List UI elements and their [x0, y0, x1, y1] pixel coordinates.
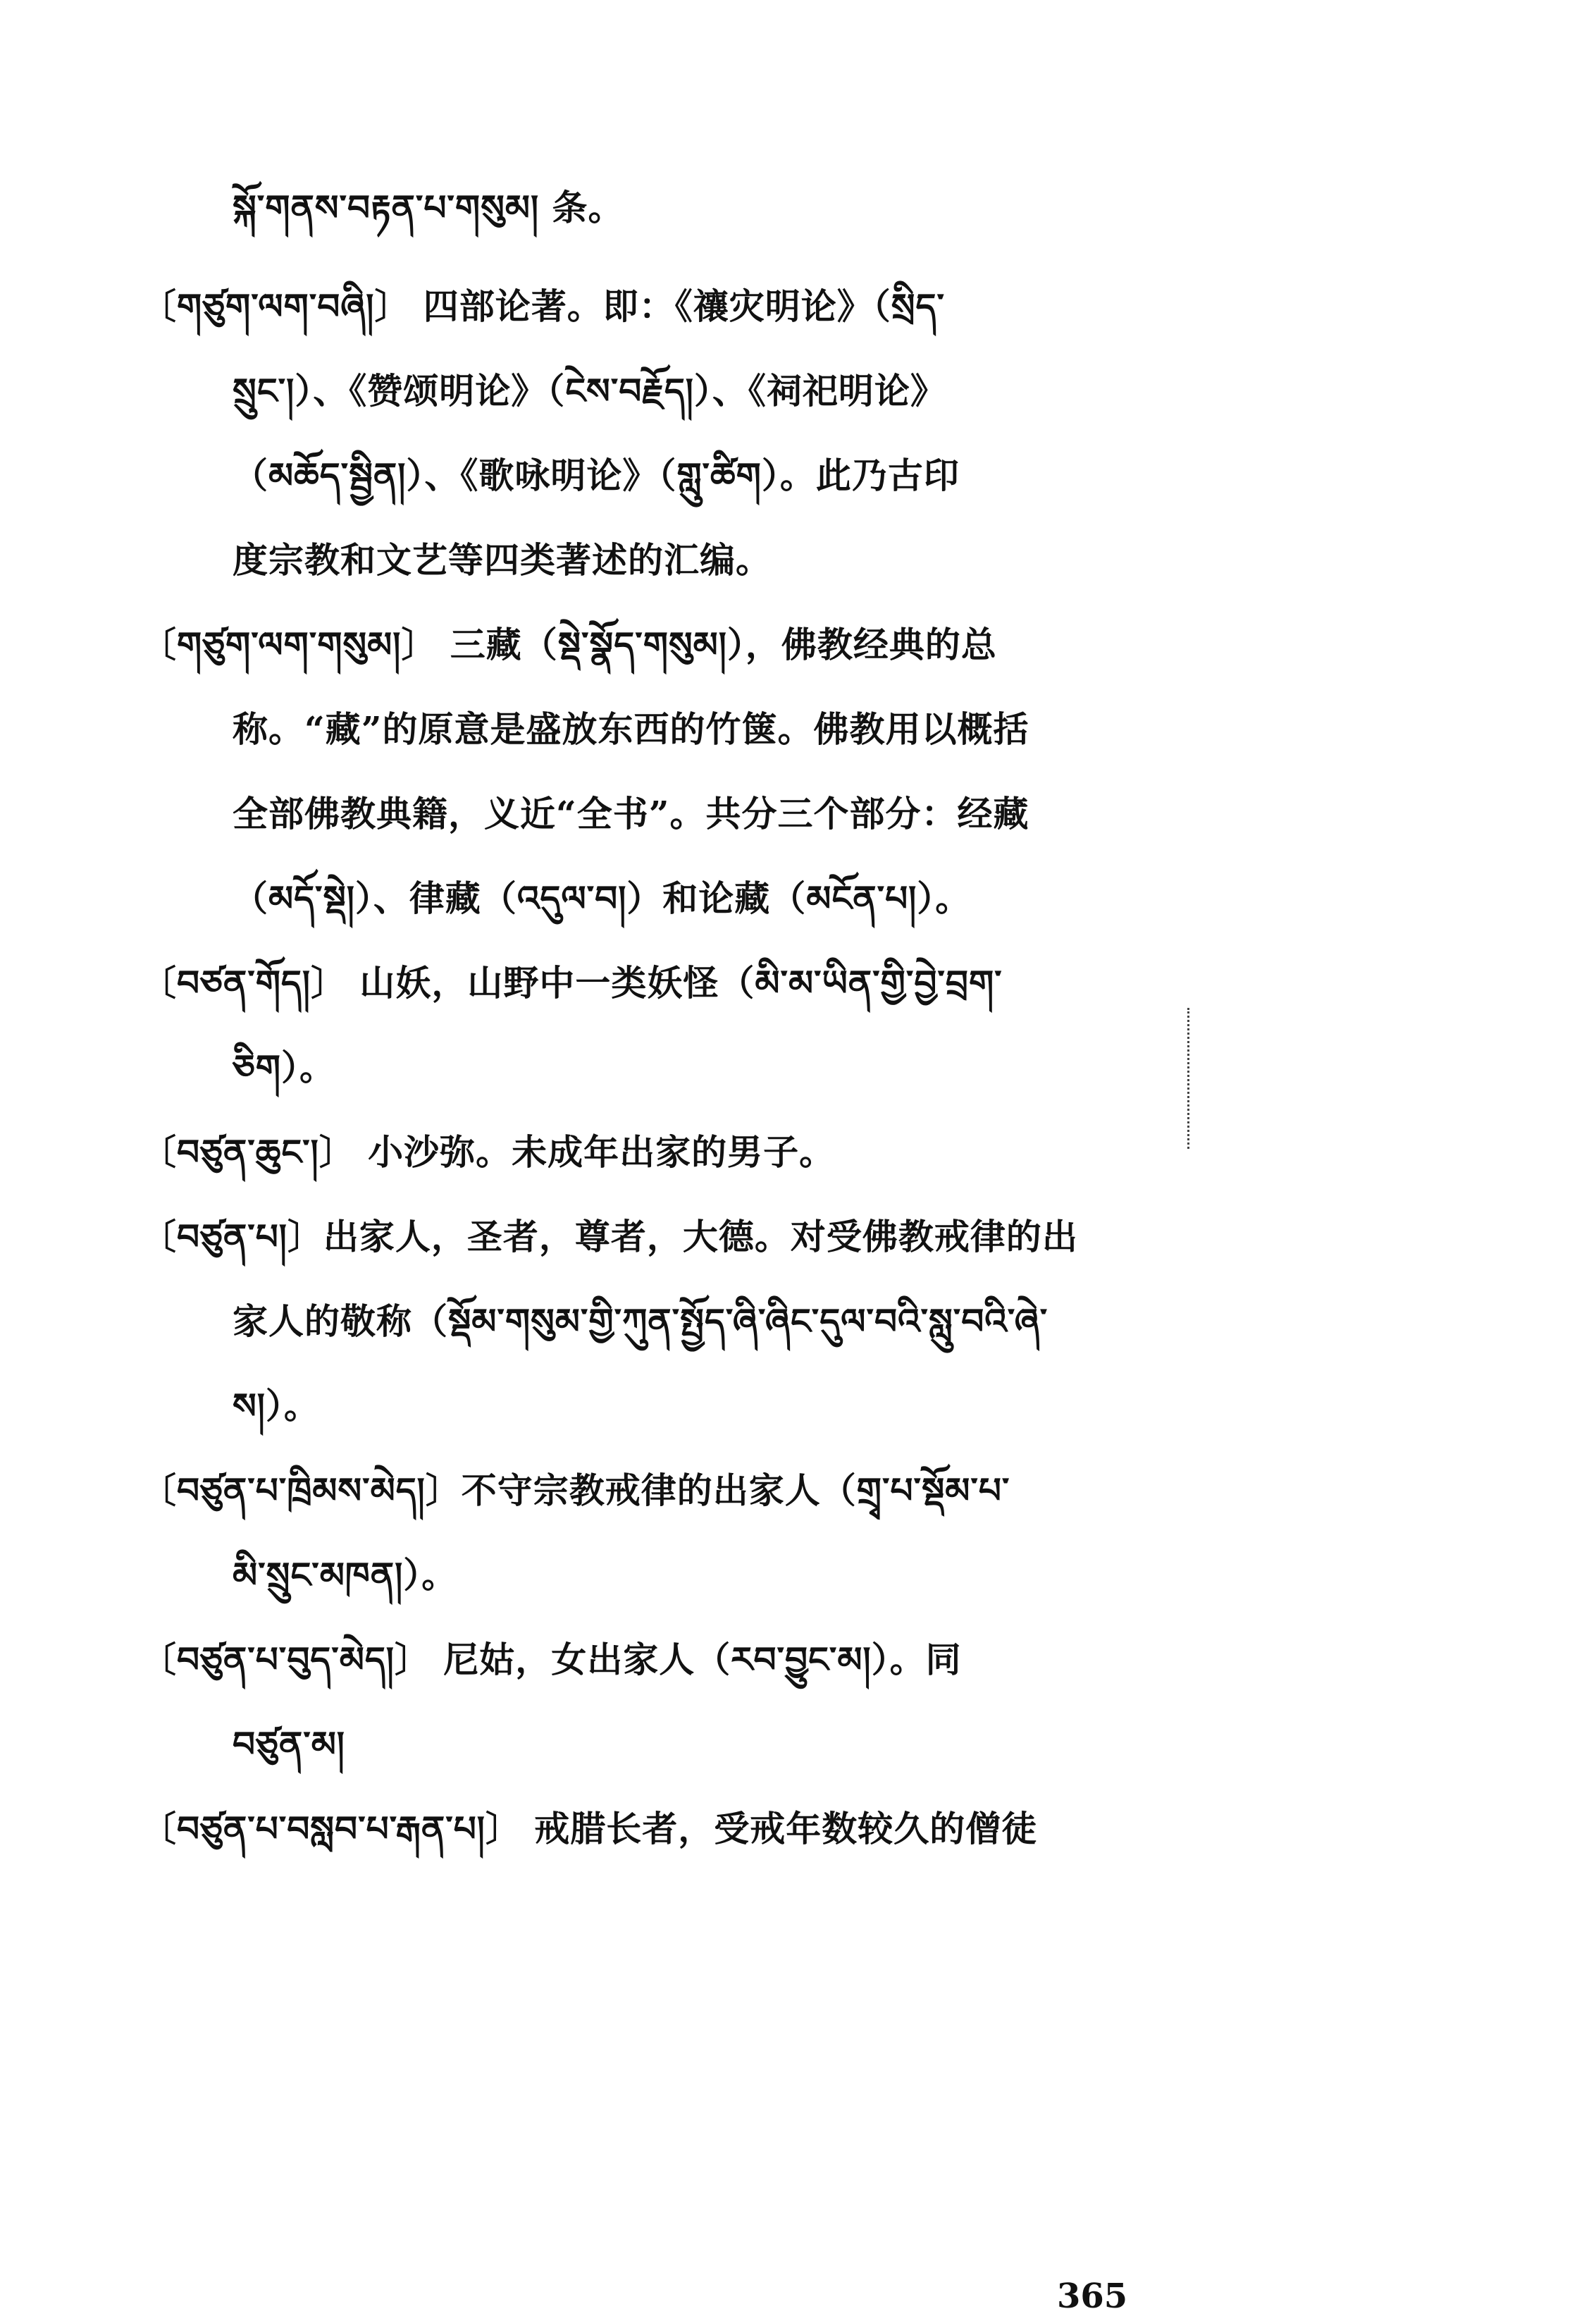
text-line: ཅིག）。: [233, 1047, 335, 1088]
text-line: མི་སྲུང་མཁན།）。: [233, 1554, 458, 1596]
text-line: 〔གཙུག་ལག་གསུམ།〕 三藏（སྡེ་སྣོད་གསུམ།），佛教经典的总: [141, 624, 997, 665]
text-line: སྲུང་།）、《赞颂明论》（ངེས་བརྗོད།）、《祠祀明论》: [233, 370, 946, 412]
text-line: 〔བཙུན་པ་བུད་མེད།〕 尼姑，女出家人（རབ་བྱུང་མ།）。同: [141, 1639, 962, 1680]
text-line: ས།）。: [233, 1385, 320, 1427]
text-line: 度宗教和文艺等四类著述的汇编。: [233, 539, 772, 581]
text-line: སྐོ་གནས་བརྟན་པ་གསུམ། 条。: [233, 187, 624, 228]
margin-mark: [1187, 1008, 1192, 1149]
text-line: 〔བཙུན་ཆུང་།〕 小沙弥。未成年出家的男子。: [141, 1131, 836, 1173]
text-line: 〔བཙུན་པ།〕出家人，圣者，尊者，大德。对受佛教戒律的出: [141, 1216, 1078, 1257]
text-line: བཙུན་མ།: [233, 1723, 345, 1765]
page-number: 365: [1057, 2277, 1128, 2316]
text-line: 〔བཙན་གོད།〕 山妖，山野中一类妖怪（མི་མ་ཡིན་གྱི་བྱེ་བྲག་: [141, 962, 1003, 1004]
text-line: 全部佛教典籍，义近“全书”。共分三个部分：经藏: [233, 793, 1029, 834]
text-line: 〔བཙུན་པ་བསླབ་པ་རྒན་པ།〕 戒腊长者，受戒年数较久的僧徒: [141, 1808, 1038, 1849]
text-line: （མདོ་སྡེ།）、律藏（འདུལ་བ།）和论藏（མངོན་པ།）。: [233, 877, 972, 919]
text-line: （མཆོད་སྦྱིན།）、《歌咏明论》（གླུ་ཚིག）。此乃古印: [233, 455, 960, 496]
text-line: 〔བཙུན་པ་ཁྲིམས་མེད།〕不守宗教戒律的出家人（གྲྭ་པ་སྡོམ་པ་: [141, 1470, 1010, 1511]
text-line: 称。“藏”的原意是盛放东西的竹箧。佛教用以概括: [233, 708, 1029, 750]
text-line: 家人的敬称（སྡོམ་གསུམ་གྱི་ཀུན་སྤྱོད་ཞི་ཞིང་དུལ་བའི་སླུ་བའི་ཞེ་: [233, 1300, 1048, 1342]
text-line: 〔གཙུག་ལག་བཞི།〕 四部论著。即：《禳灾明论》（སྲིད་: [141, 285, 945, 327]
